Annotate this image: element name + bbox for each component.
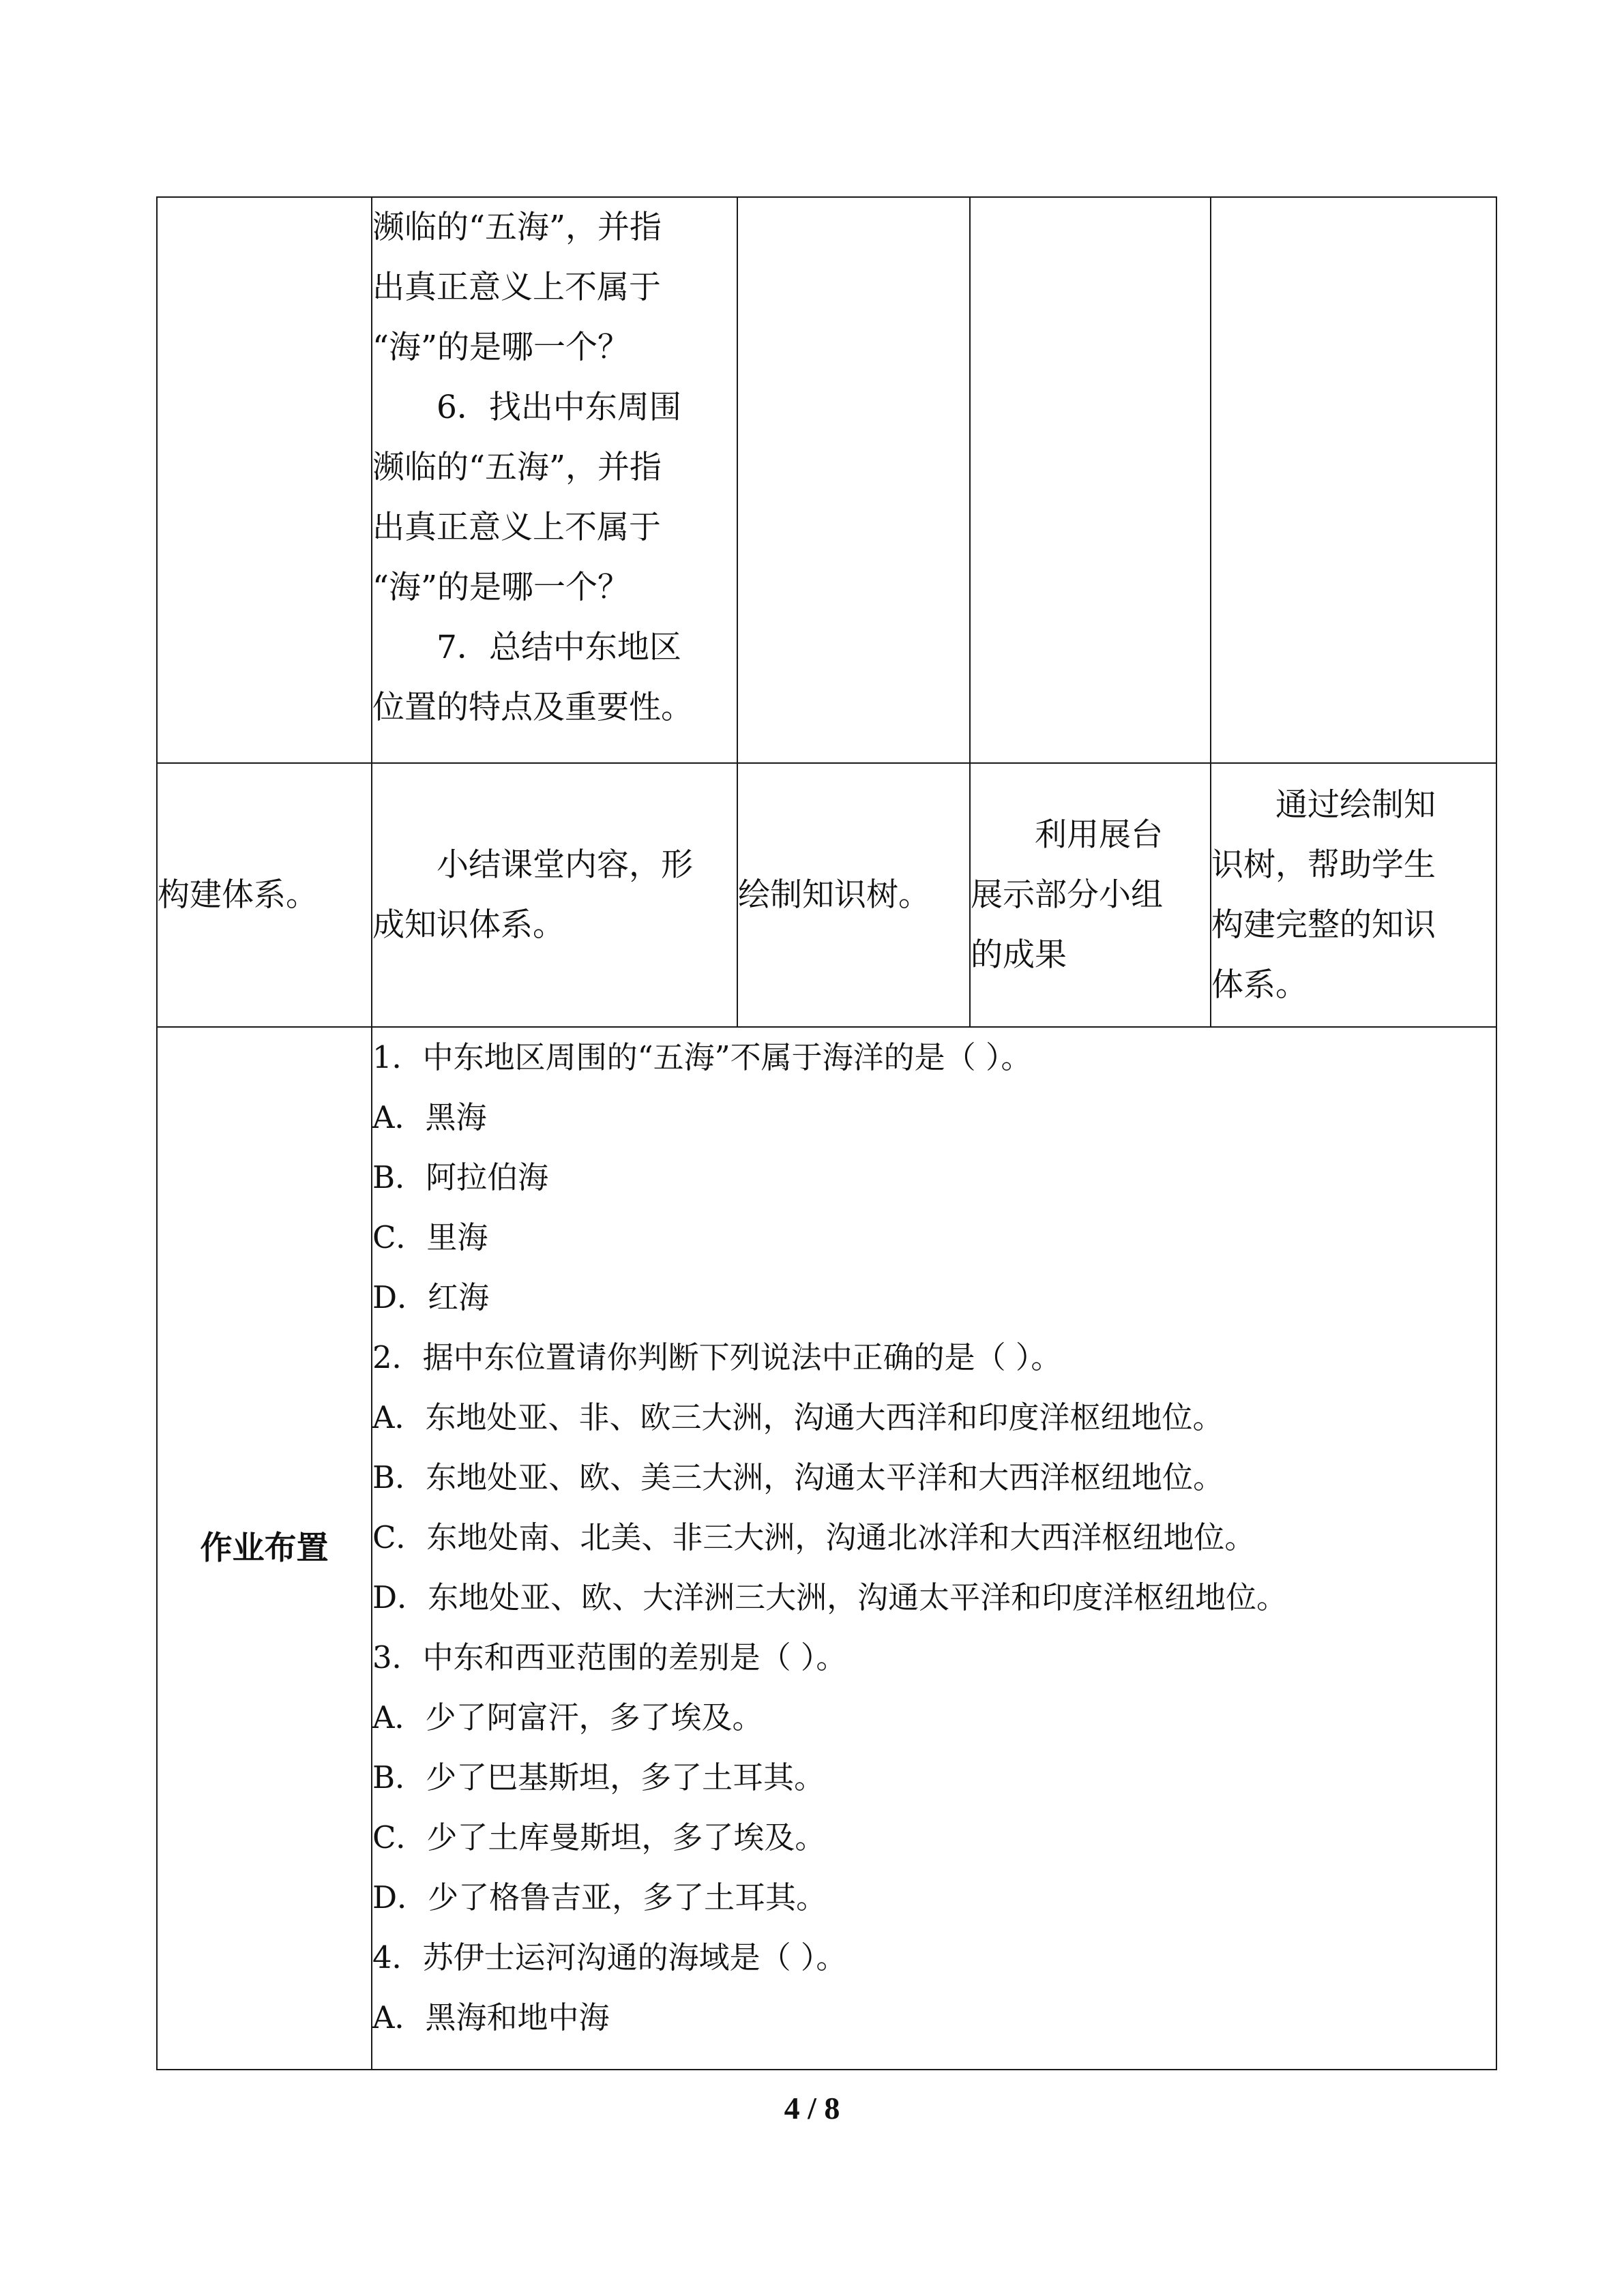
- content-line: 通过绘制知: [1275, 786, 1436, 824]
- option-line: A．少了阿富汗，多了埃及。: [372, 1699, 763, 1735]
- option-line: C．东地处南、北美、非三大洲，沟通北冰洋和大西洋枢纽地位。: [372, 1519, 1256, 1555]
- option-line: D．少了格鲁吉亚，多了土耳其。: [372, 1879, 827, 1915]
- content-line: 濒临的“五海”，并指: [372, 449, 662, 486]
- question-line: 3．中东和西亚范围的差别是（ ）。: [372, 1639, 847, 1675]
- student-activity-cell-empty: [737, 197, 970, 763]
- option-line: A．东地处亚、非、欧三大洲，沟通大西洋和印度洋枢纽地位。: [372, 1399, 1224, 1435]
- content-line: “海”的是哪一个？: [372, 569, 630, 606]
- teacher-activity-cell: [372, 197, 737, 763]
- option-line: B．东地处亚、欧、美三大洲，沟通太平洋和大西洋枢纽地位。: [372, 1459, 1224, 1495]
- option-line: A．黑海: [372, 1099, 487, 1135]
- content-line: 小结课堂内容，形: [437, 846, 693, 884]
- content-line: 7．总结中东地区: [437, 629, 681, 666]
- purpose-cell: [1211, 763, 1496, 1027]
- option-line: B．少了巴基斯坦，多了土耳其。: [372, 1759, 825, 1795]
- lesson-plan-table: [156, 196, 1497, 2070]
- content-line: 位置的特点及重要性。: [372, 689, 693, 726]
- option-line: A．黑海和地中海: [372, 1999, 610, 2036]
- content-line: 6．找出中东周围: [437, 389, 681, 426]
- content-line: 构建完整的知识: [1211, 906, 1436, 944]
- option-line: D．红海: [372, 1279, 490, 1315]
- content-line: 的成果: [971, 936, 1067, 974]
- page-number: 4 / 8: [784, 2091, 840, 2126]
- content-line: “海”的是哪一个？: [372, 329, 630, 366]
- content-line: 出真正意义上不属于: [372, 509, 661, 546]
- content-line: 濒临的“五海”，并指: [372, 209, 662, 246]
- content-line: 绘制知识树。: [738, 876, 930, 914]
- media-cell-empty: [970, 197, 1211, 763]
- content-line: 展示部分小组: [971, 876, 1163, 914]
- option-line: D．东地处亚、欧、大洋洲三大洲，沟通太平洋和印度洋枢纽地位。: [372, 1579, 1288, 1615]
- question-line: 2．据中东位置请你判断下列说法中正确的是（ ）。: [372, 1339, 1062, 1375]
- table-row-build-system: [157, 763, 1496, 1027]
- content-line: 识树，帮助学生: [1211, 846, 1436, 884]
- homework-content-cell: [372, 1027, 1496, 2070]
- student-activity-cell: [737, 763, 970, 1027]
- homework-label-cell: [157, 1027, 372, 2070]
- table-row-continuation: [157, 197, 1496, 763]
- media-cell: [970, 763, 1211, 1027]
- content-line: 体系。: [1211, 966, 1308, 1004]
- stage-cell: [157, 763, 372, 1027]
- purpose-cell-empty: [1211, 197, 1496, 763]
- teacher-activity-cell: [372, 763, 737, 1027]
- table-row-homework: [157, 1027, 1496, 2070]
- stage-cell-empty: [157, 197, 372, 763]
- content-line: 利用展台: [1035, 816, 1163, 854]
- question-line: 1．中东地区周围的“五海”不属于海洋的是（ ）。: [372, 1039, 1032, 1075]
- option-line: C．少了土库曼斯坦，多了埃及。: [372, 1819, 826, 1855]
- option-line: C．里海: [372, 1219, 488, 1255]
- stage-label: 构建体系。: [158, 876, 318, 914]
- content-line: 出真正意义上不属于: [372, 269, 661, 306]
- question-line: 4．苏伊士运河沟通的海域是（ ）。: [372, 1939, 847, 1976]
- option-line: B．阿拉伯海: [372, 1159, 549, 1195]
- homework-label: 作业布置: [200, 1529, 329, 1567]
- content-line: 成知识体系。: [372, 906, 565, 944]
